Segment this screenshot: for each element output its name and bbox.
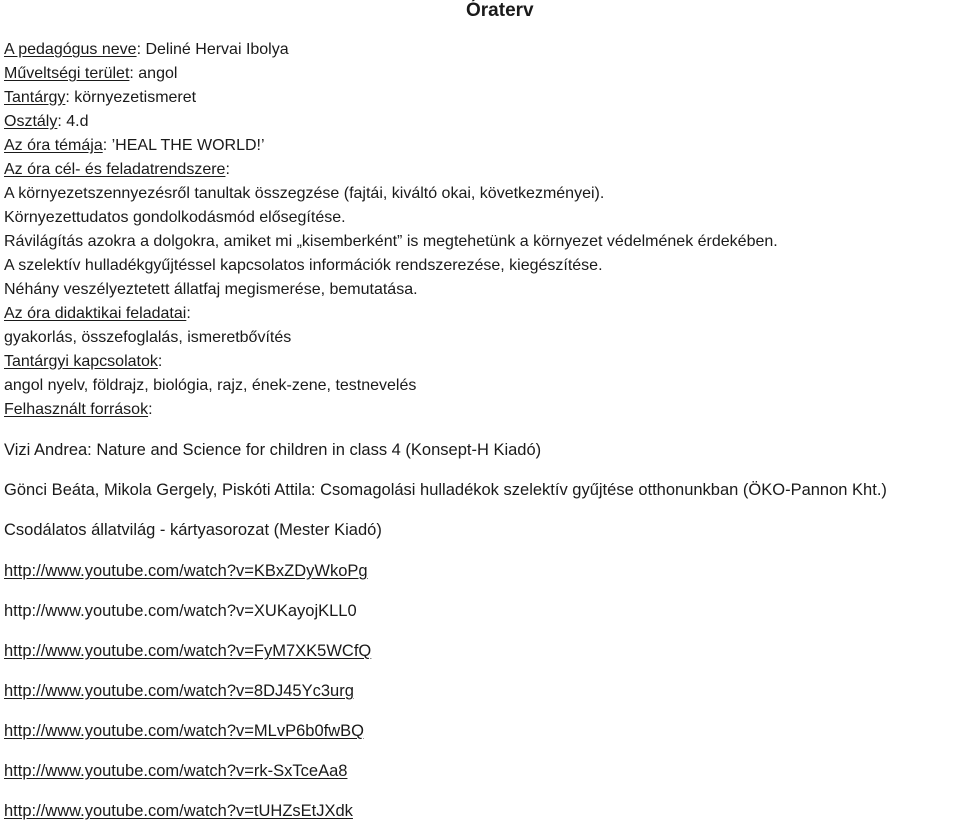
relations-colon: : [157,353,163,370]
subject-label: Tantárgy [4,89,66,106]
goal-item: A szelektív hulladékgyűjtéssel kapcsolatos információk rendszerezése, kiegészítése. [4,257,603,274]
didactic-heading [4,304,191,324]
relations-heading [4,352,162,372]
teacher-value: : Deliné Hervai Ibolya [136,41,289,58]
sources-heading [4,400,153,420]
relations-label: Tantárgyi kapcsolatok [4,353,158,370]
didactic-label: Az óra didaktikai feladatai [4,305,187,322]
source-book: Gönci Beáta, Mikola Gergely, Piskóti Attila: Csomagolási hulladékok szelektív gyűjtése otthonunkban (ÖKO-Pannon Kht.) [4,481,887,499]
topic-label: Az óra témája [4,137,103,154]
didactic-value: gyakorlás, összefoglalás, ismeretbővítés [4,329,292,346]
goals-heading [4,160,230,180]
subject-row [4,88,196,108]
goal-item: A környezetszennyezésről tanultak összegzése (fajtái, kiváltó okai, következményei). [4,185,605,202]
teacher-label: A pedagógus neve [4,41,137,58]
goals-label: Az óra cél- és feladatrendszere [4,161,226,178]
field-row [4,64,177,84]
goal-item: Néhány veszélyeztetett állatfaj megismerése, bemutatása. [4,281,418,298]
goal-item: Környezettudatos gondolkodásmód elősegítése. [4,209,346,226]
relations-value: angol nyelv, földrajz, biológia, rajz, ének-zene, testnevelés [4,377,417,394]
field-label: Műveltségi terület [4,65,130,82]
source-link[interactable]: http://www.youtube.com/watch?v=8DJ45Yc3urg [4,682,354,700]
source-link[interactable]: http://www.youtube.com/watch?v=tUHZsEtJXdk [4,802,353,820]
sources-label: Felhasznált források [4,401,149,418]
source-link[interactable]: http://www.youtube.com/watch?v=MLvP6b0fwBQ [4,722,364,740]
topic-row [4,136,265,156]
field-value: : angol [129,65,178,82]
source-link[interactable]: http://www.youtube.com/watch?v=rk-SxTceAa8 [4,762,348,780]
source-link[interactable]: http://www.youtube.com/watch?v=XUKayojKLL0 [4,602,357,620]
class-value: : 4.d [57,113,89,130]
goal-item: Rávilágítás azokra a dolgokra, amiket mi „kisemberként” is megtehetünk a környezet védelmének érdekében. [4,233,778,250]
source-link[interactable]: http://www.youtube.com/watch?v=FyM7XK5WCfQ [4,642,372,660]
topic-value: : ’HEAL THE WORLD!’ [102,137,265,154]
class-label: Osztály [4,113,58,130]
subject-value: : környezetismeret [65,89,197,106]
source-book: Csodálatos állatvilág - kártyasorozat (Mester Kiadó) [4,521,382,539]
source-link[interactable]: http://www.youtube.com/watch?v=KBxZDyWkoPg [4,562,368,580]
didactic-colon: : [186,305,191,322]
document-title: Óraterv [466,0,534,21]
source-book: Vizi Andrea: Nature and Science for children in class 4 (Konsept-H Kiadó) [4,441,542,459]
sources-colon: : [148,401,153,418]
class-row [4,112,88,132]
teacher-row [4,40,289,60]
goals-colon: : [225,161,230,178]
